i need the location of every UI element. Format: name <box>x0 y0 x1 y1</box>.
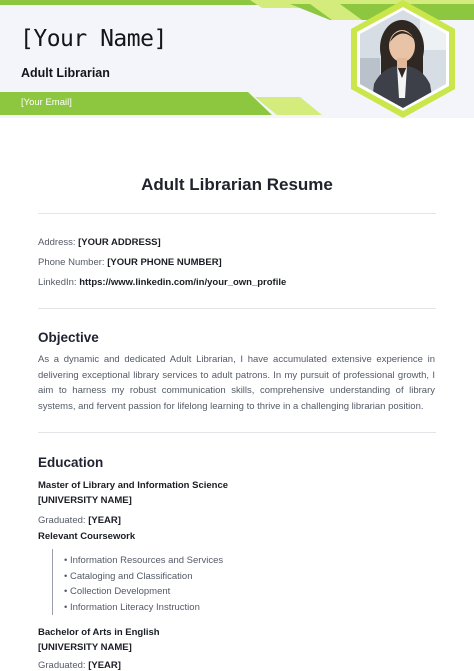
linkedin-link[interactable]: https://www.linkedin.com/in/your_own_profile <box>79 277 287 288</box>
graduated-label: Graduated: <box>38 660 86 671</box>
list-item: • Collection Development <box>64 586 223 602</box>
graduated-year: [YEAR] <box>88 515 121 526</box>
university-name: [UNIVERSITY NAME] <box>38 495 132 506</box>
contact-phone <box>38 257 222 268</box>
contact-linkedin <box>38 277 286 288</box>
resume-title: Adult Librarian Resume <box>141 175 333 194</box>
linkedin-label: LinkedIn: <box>38 277 77 288</box>
graduated-year: [YEAR] <box>88 660 121 671</box>
divider <box>38 308 436 309</box>
phone-label: Phone Number: <box>38 257 105 268</box>
address-label: Address: <box>38 237 76 248</box>
candidate-name: [Your Name] <box>20 26 167 52</box>
contact-address <box>38 237 161 248</box>
coursework-list <box>64 555 223 617</box>
university-name: [UNIVERSITY NAME] <box>38 642 132 653</box>
coursework-heading: Relevant Coursework <box>38 531 136 542</box>
objective-text: As a dynamic and dedicated Adult Librarian, I have accumulated extensive experience in delivering exceptional library services to adult patrons. In my pursuit of professional growth, I aim to harness my robust communication skills, comprehensive understanding of library systems, and fervent passion for lifelong learning to thrive in a challenging librarian position. <box>38 354 435 412</box>
objective-heading: Objective <box>38 330 99 345</box>
phone-value: [YOUR PHONE NUMBER] <box>107 257 222 268</box>
email-placeholder: [Your Email] <box>21 97 72 108</box>
divider <box>38 213 436 214</box>
divider <box>38 432 436 433</box>
job-title: Adult Librarian <box>21 66 110 80</box>
graduation-line <box>38 515 121 526</box>
list-item: • Information Resources and Services <box>64 555 223 571</box>
graduated-label: Graduated: <box>38 515 86 526</box>
profile-photo <box>348 0 458 120</box>
degree-title: Master of Library and Information Science <box>38 480 229 491</box>
coursework-bar <box>52 549 53 615</box>
address-value: [YOUR ADDRESS] <box>78 237 161 248</box>
list-item: • Cataloging and Classification <box>64 571 223 587</box>
degree-title: Bachelor of Arts in English <box>38 627 160 638</box>
education-heading: Education <box>38 455 104 470</box>
list-item: • Information Literacy Instruction <box>64 602 223 618</box>
graduation-line <box>38 660 121 671</box>
